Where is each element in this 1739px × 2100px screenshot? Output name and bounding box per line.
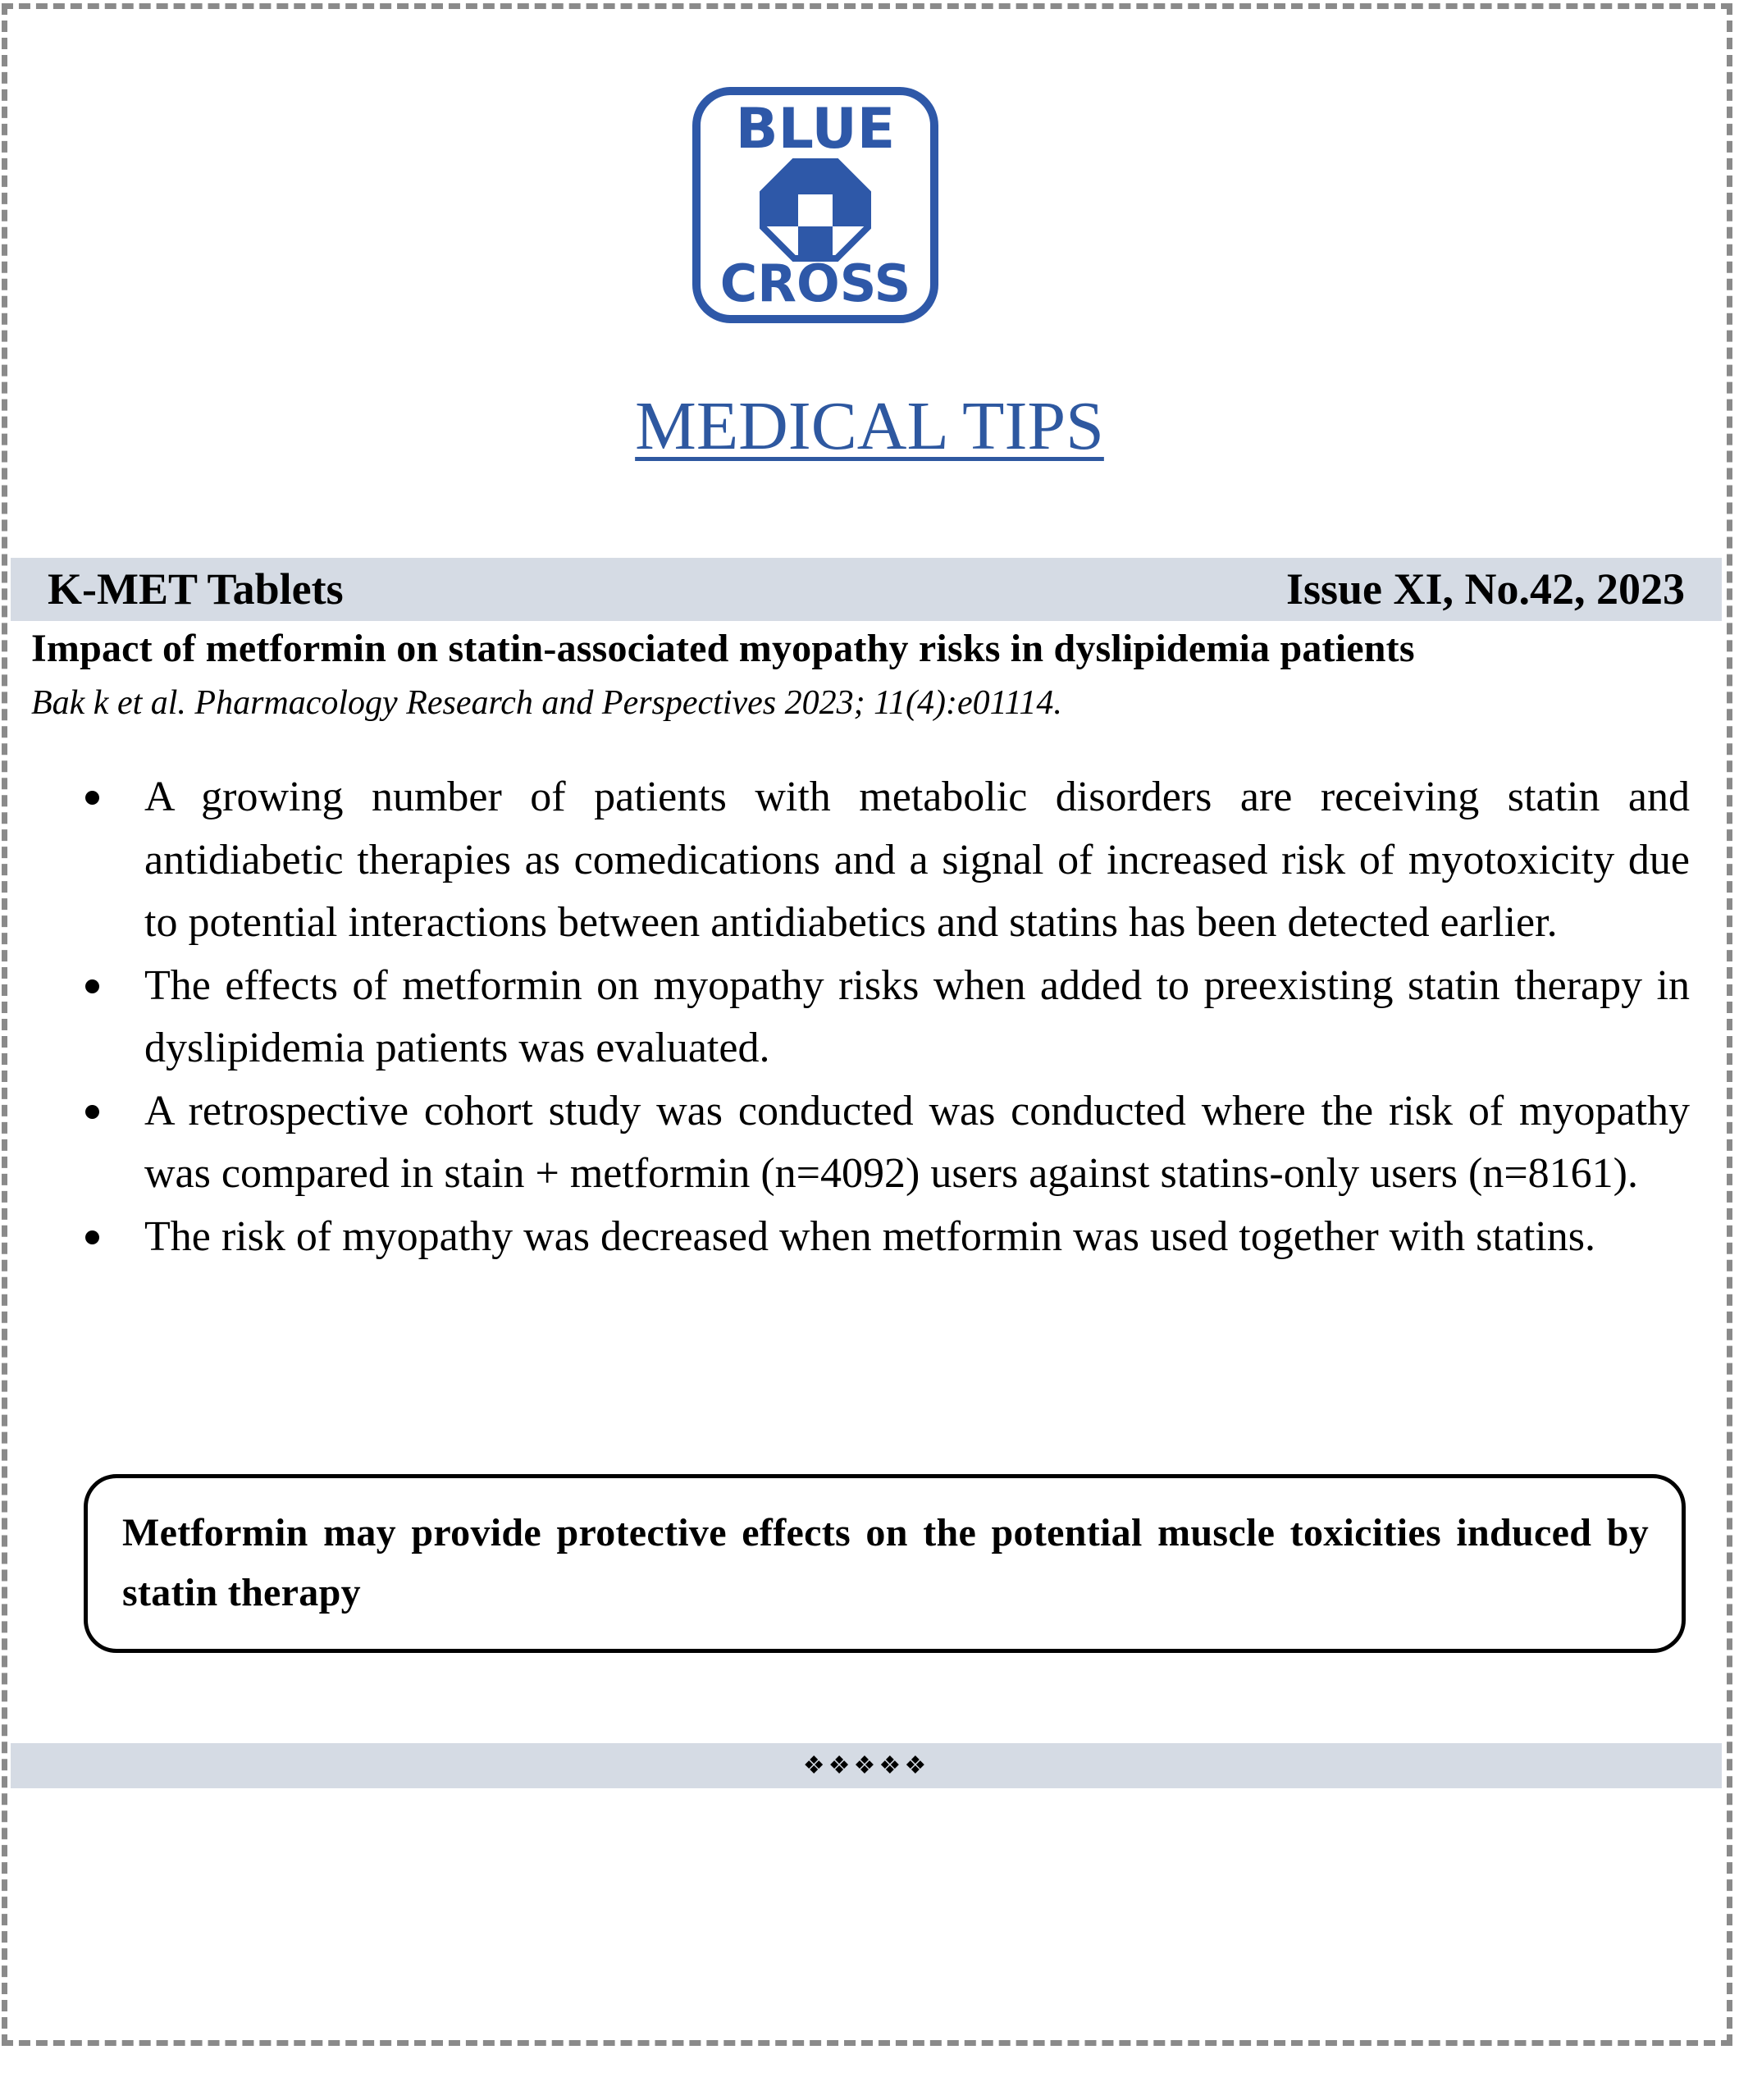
conclusion-box — [84, 1474, 1686, 1653]
conclusion-text: Metformin may provide protective effects on the potential muscle toxicities induced by statin therapy — [122, 1511, 1649, 1614]
diamond-ornament-icon: ❖❖❖❖❖ — [802, 1752, 930, 1779]
list-item — [82, 1080, 1690, 1206]
logo-text-top: BLUE — [735, 97, 896, 162]
page-title — [0, 386, 1739, 468]
logo-icon — [691, 86, 939, 324]
page-title-text: MEDICAL TIPS — [635, 388, 1104, 464]
header-bar — [11, 558, 1722, 621]
list-item — [82, 955, 1690, 1080]
list-item-text: The effects of metformin on myopathy risks when added to preexisting statin therapy in dyslipidemia patients was evaluated. — [144, 961, 1690, 1071]
article-title: Impact of metformin on statin-associated myopathy risks in dyslipidemia patients — [31, 627, 1415, 670]
list-item — [82, 766, 1690, 955]
list-item-text: A growing number of patients with metabolic disorders are receiving statin and antidiabetic therapies as comedications and a signal of increased risk of myotoxicity due to potential interactions between antidiabetics and statins has been detected earlier. — [144, 774, 1690, 946]
issue-number: Issue XI, No.42, 2023 — [1285, 564, 1685, 614]
footer-bar — [11, 1743, 1722, 1788]
bullet-icon — [85, 791, 99, 805]
key-points-list — [82, 766, 1690, 1268]
bullet-icon — [85, 1230, 99, 1244]
bullet-icon — [85, 1105, 99, 1119]
article-citation: Bak k et al. Pharmacology Research and Perspectives 2023; 11(4):e01114. — [31, 684, 1062, 722]
logo-text-bottom: CROSS — [719, 253, 911, 313]
list-item-text: The risk of myopathy was decreased when metformin was used together with statins. — [144, 1212, 1595, 1260]
bullet-icon — [85, 979, 99, 993]
blue-cross-logo — [691, 86, 939, 324]
list-item-text: A retrospective cohort study was conducted was conducted where the risk of myopathy was compared in stain + metformin (n=4092) users against statins-only users (n=8161). — [144, 1087, 1690, 1197]
list-item — [82, 1206, 1690, 1269]
product-name: K-MET Tablets — [48, 564, 344, 614]
logo-octagon-cross-icon — [763, 162, 868, 258]
